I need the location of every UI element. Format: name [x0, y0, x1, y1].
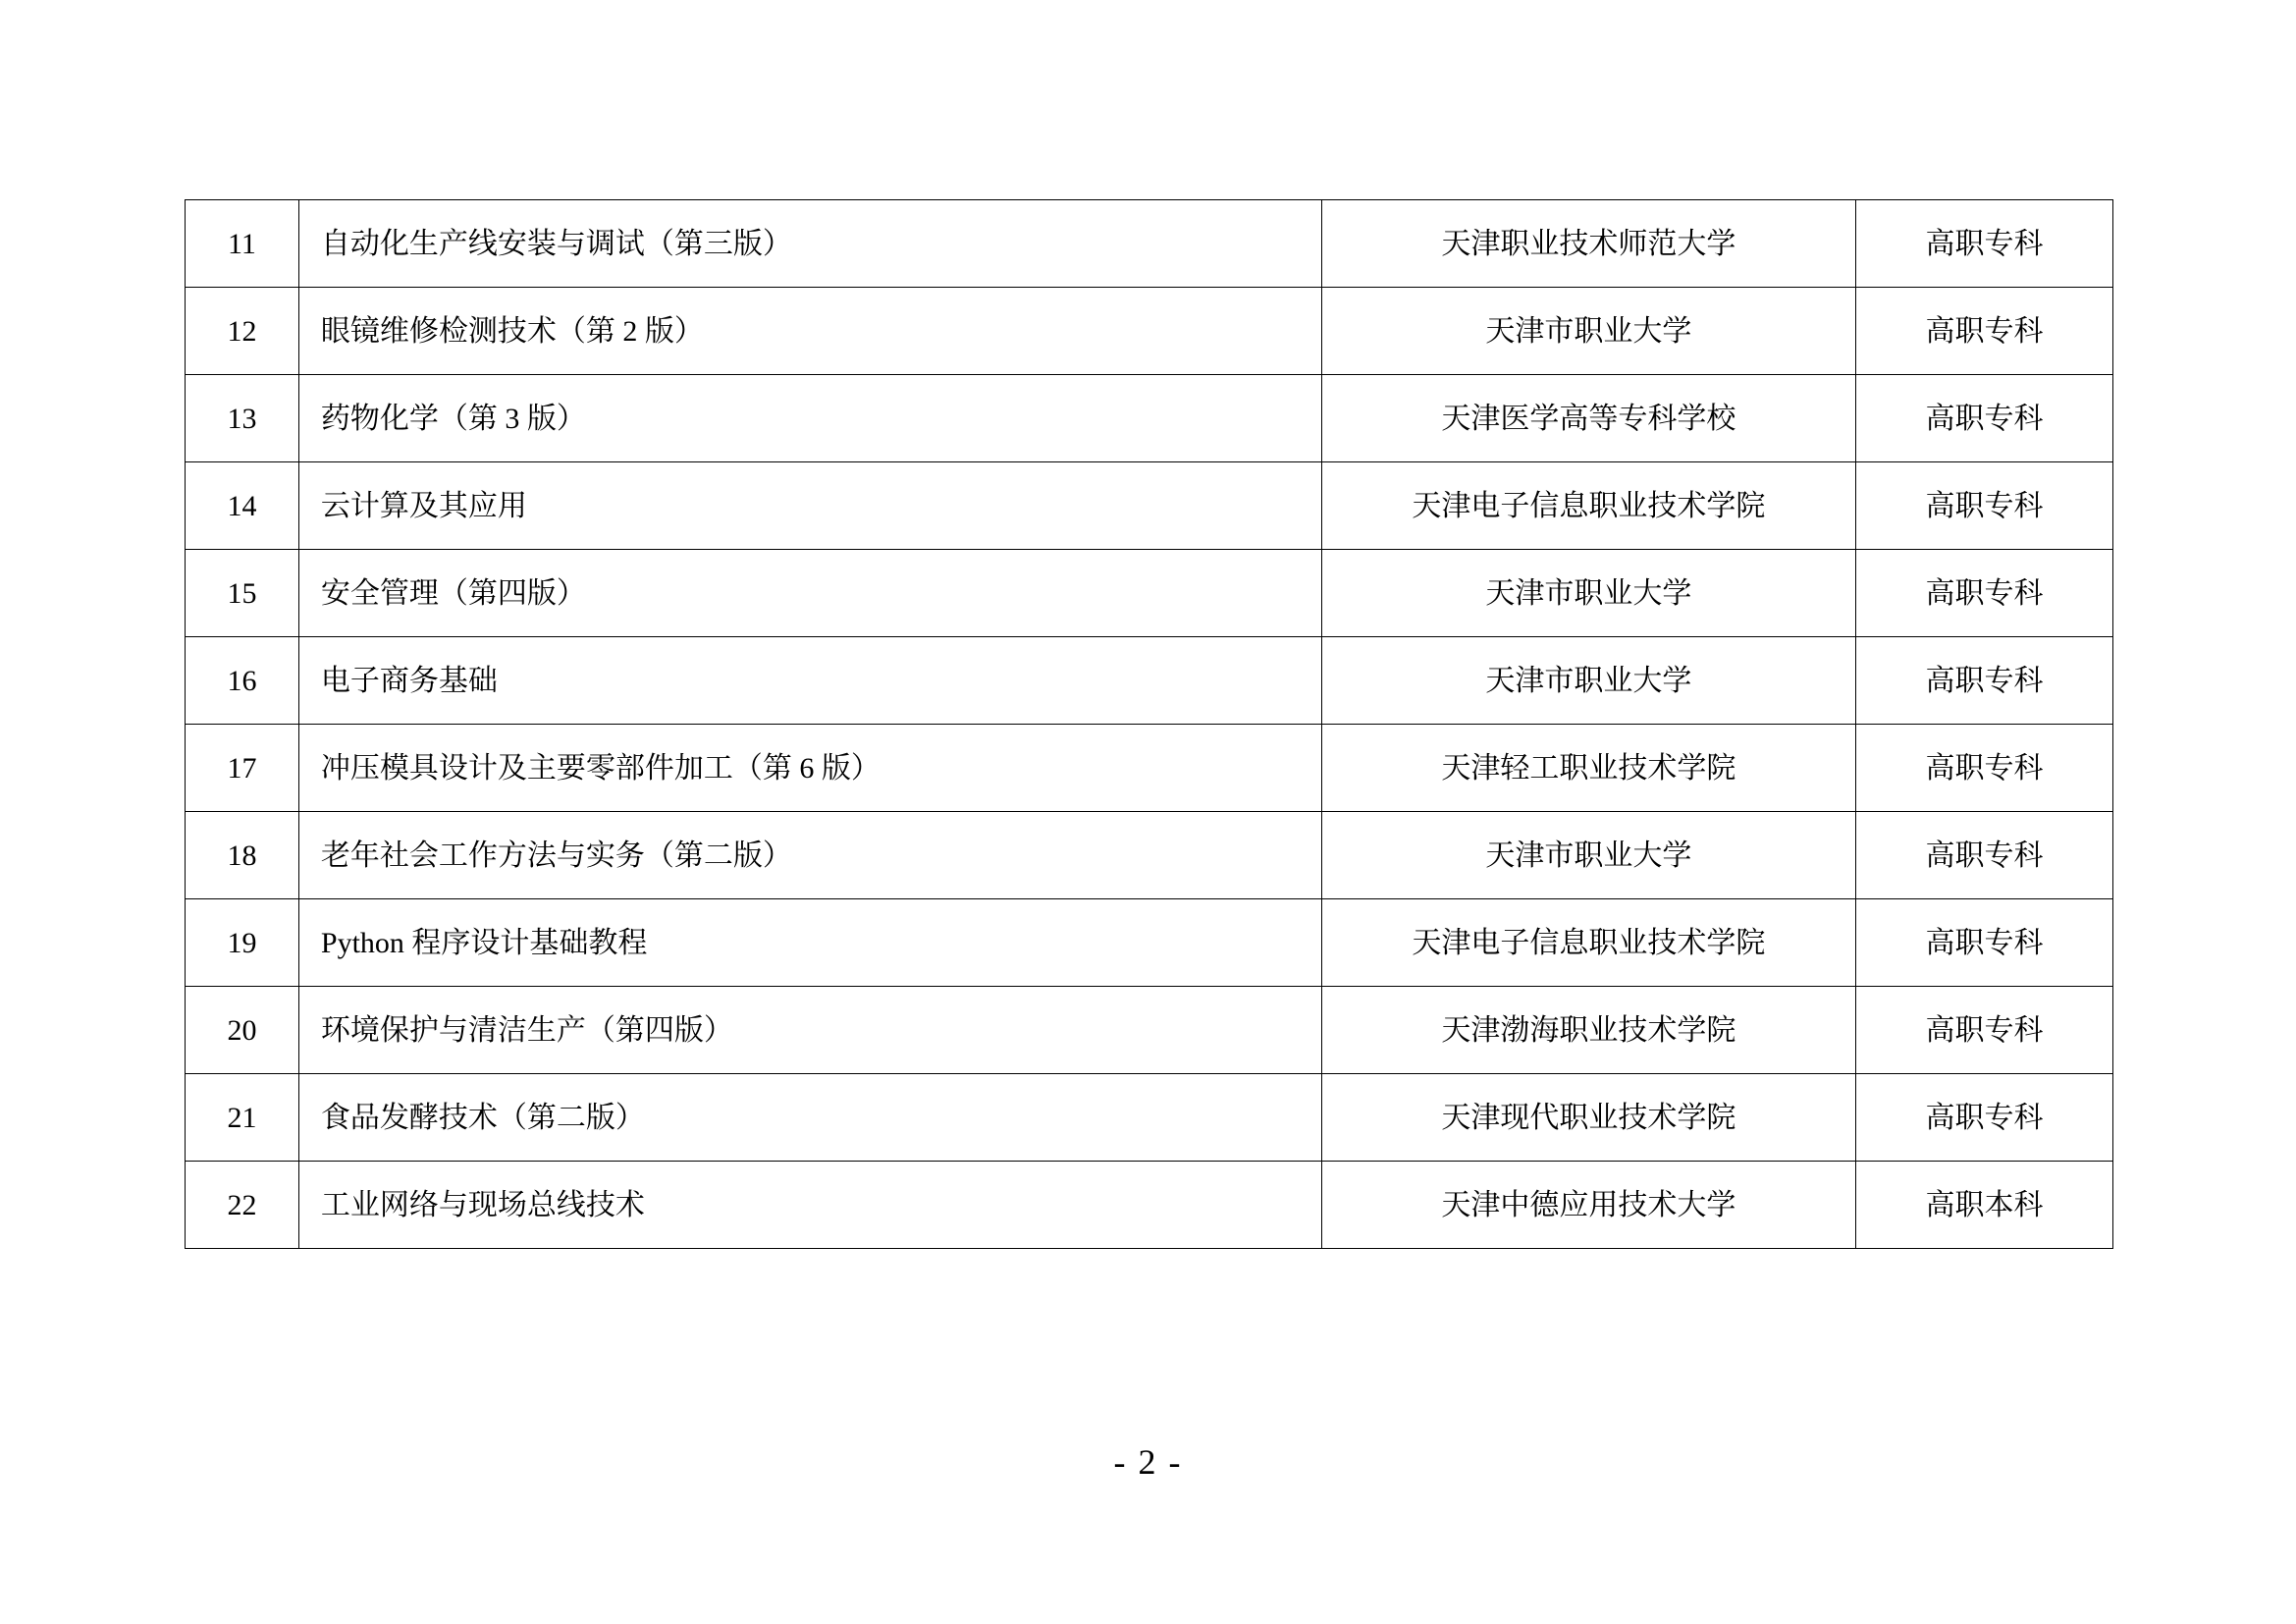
textbook-list-table [185, 199, 2113, 1249]
row-org: 天津市职业大学 [1321, 550, 1855, 637]
row-org: 天津轻工职业技术学院 [1321, 725, 1855, 812]
row-title: 药物化学（第 3 版） [298, 375, 1321, 462]
row-org: 天津市职业大学 [1321, 812, 1855, 899]
row-index: 11 [186, 200, 299, 288]
row-level: 高职专科 [1855, 725, 2112, 812]
row-index: 22 [186, 1162, 299, 1249]
row-index: 17 [186, 725, 299, 812]
table-row [186, 1162, 2113, 1249]
row-index: 18 [186, 812, 299, 899]
row-index: 13 [186, 375, 299, 462]
row-org: 天津电子信息职业技术学院 [1321, 899, 1855, 987]
table-row [186, 200, 2113, 288]
row-index: 19 [186, 899, 299, 987]
table-row [186, 288, 2113, 375]
table-row [186, 812, 2113, 899]
row-title: 安全管理（第四版） [298, 550, 1321, 637]
row-title: 工业网络与现场总线技术 [298, 1162, 1321, 1249]
row-level: 高职专科 [1855, 200, 2112, 288]
row-title: 云计算及其应用 [298, 462, 1321, 550]
row-org: 天津市职业大学 [1321, 637, 1855, 725]
row-org: 天津市职业大学 [1321, 288, 1855, 375]
row-index: 12 [186, 288, 299, 375]
row-level: 高职专科 [1855, 1074, 2112, 1162]
row-org: 天津职业技术师范大学 [1321, 200, 1855, 288]
table-row [186, 375, 2113, 462]
row-level: 高职专科 [1855, 288, 2112, 375]
table-row [186, 550, 2113, 637]
row-title: 食品发酵技术（第二版） [298, 1074, 1321, 1162]
row-title: 环境保护与清洁生产（第四版） [298, 987, 1321, 1074]
table-row [186, 637, 2113, 725]
row-index: 16 [186, 637, 299, 725]
row-org: 天津中德应用技术大学 [1321, 1162, 1855, 1249]
table-row [186, 462, 2113, 550]
table-row [186, 725, 2113, 812]
row-index: 21 [186, 1074, 299, 1162]
row-level: 高职专科 [1855, 899, 2112, 987]
row-title: 电子商务基础 [298, 637, 1321, 725]
row-title: Python 程序设计基础教程 [298, 899, 1321, 987]
row-org: 天津电子信息职业技术学院 [1321, 462, 1855, 550]
row-org: 天津渤海职业技术学院 [1321, 987, 1855, 1074]
row-level: 高职本科 [1855, 1162, 2112, 1249]
table-body [186, 200, 2113, 1249]
page-number: - 2 - [1113, 1442, 1183, 1482]
table-row [186, 899, 2113, 987]
row-index: 14 [186, 462, 299, 550]
row-title: 老年社会工作方法与实务（第二版） [298, 812, 1321, 899]
row-title: 冲压模具设计及主要零部件加工（第 6 版） [298, 725, 1321, 812]
row-index: 20 [186, 987, 299, 1074]
row-index: 15 [186, 550, 299, 637]
row-level: 高职专科 [1855, 987, 2112, 1074]
table-row [186, 987, 2113, 1074]
row-level: 高职专科 [1855, 462, 2112, 550]
row-org: 天津医学高等专科学校 [1321, 375, 1855, 462]
row-level: 高职专科 [1855, 550, 2112, 637]
row-title: 自动化生产线安装与调试（第三版） [298, 200, 1321, 288]
row-level: 高职专科 [1855, 637, 2112, 725]
table-row [186, 1074, 2113, 1162]
row-org: 天津现代职业技术学院 [1321, 1074, 1855, 1162]
row-title: 眼镜维修检测技术（第 2 版） [298, 288, 1321, 375]
row-level: 高职专科 [1855, 812, 2112, 899]
row-level: 高职专科 [1855, 375, 2112, 462]
